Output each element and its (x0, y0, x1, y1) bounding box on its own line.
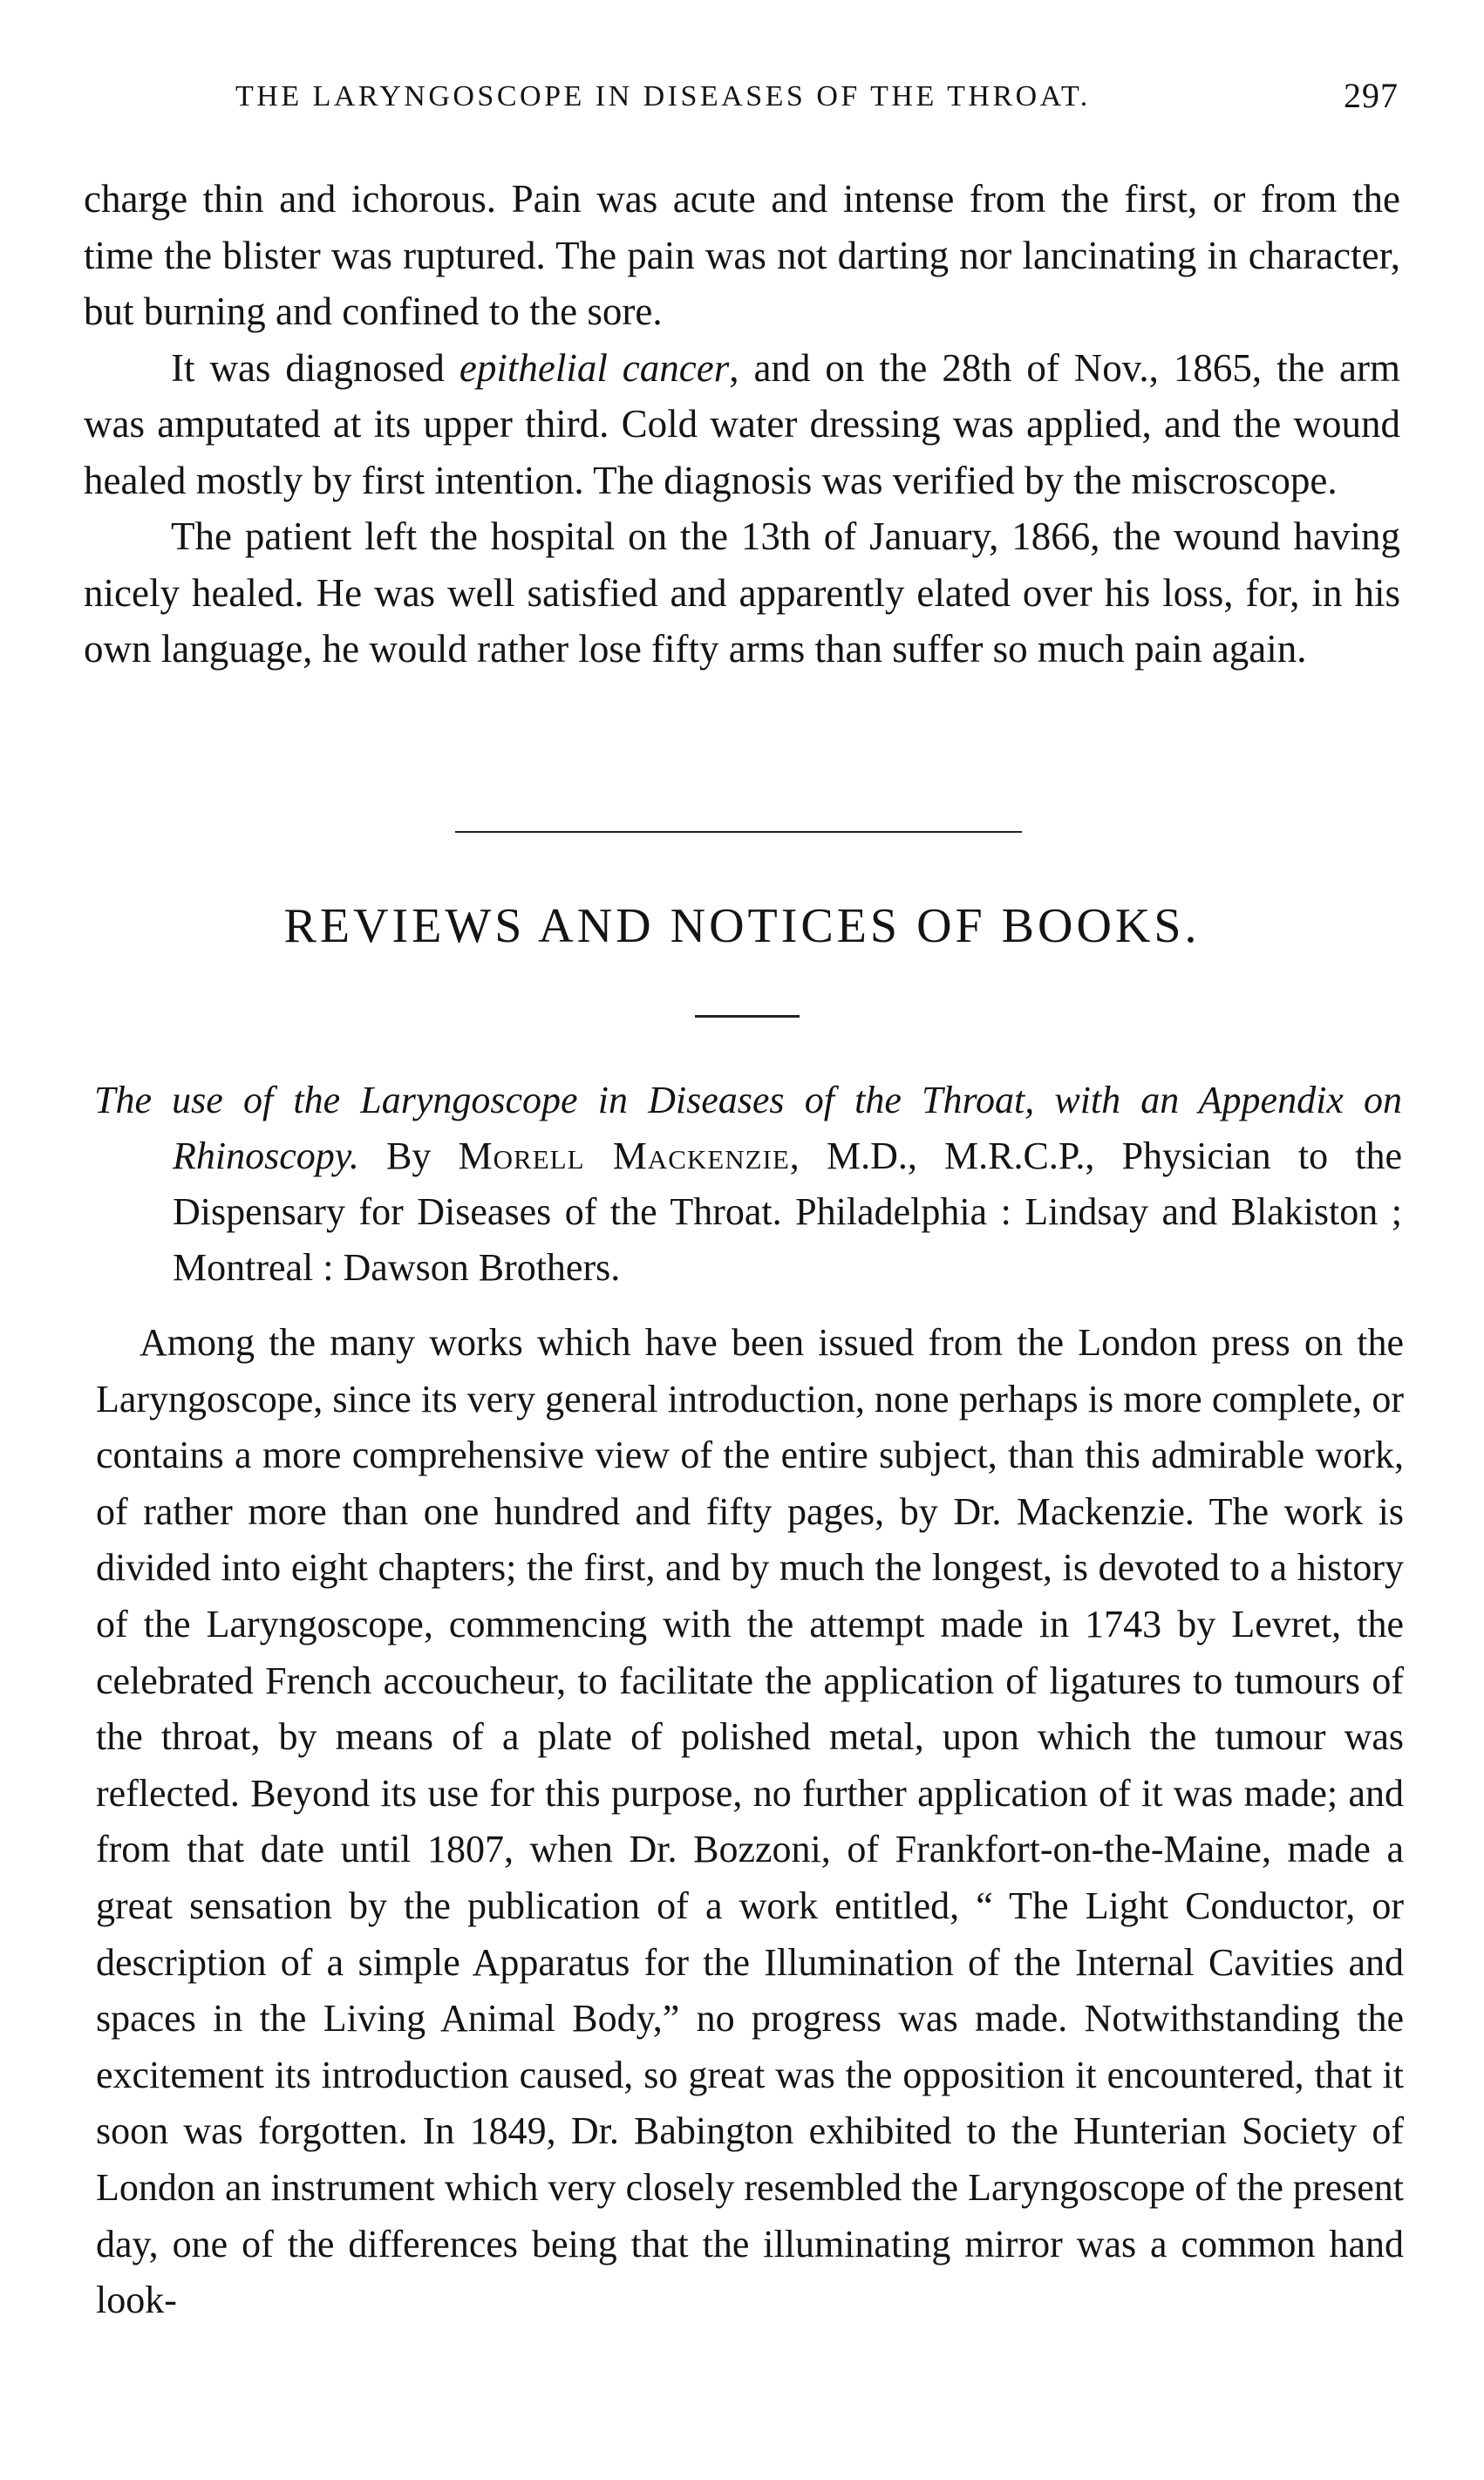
page-number: 297 (1344, 76, 1399, 115)
case-paragraph-1: charge thin and ichorous. Pain was acute and intense from the first, or from the time the blister was ruptured. The pain was not darting nor lancinating in character, but burning and confined to the sore. (84, 177, 1400, 333)
diagnosis-term: epithelial cancer (459, 345, 730, 390)
book-author: Morell Mackenzie (458, 1134, 790, 1177)
running-head: THE LARYNGOSCOPE IN DISEASES OF THE THROAT. (235, 80, 1091, 112)
case-paragraph-3: The patient left the hospital on the 13th of January, 1866, the wound having nicely healed. He was well satisfied and apparently elated over his loss, for, in his own language, he would rather lose fifty arms than suffer so much pain again. (84, 514, 1400, 671)
title-short-rule (695, 1015, 800, 1018)
review-paragraph-1: Among the many works which have been issued from the London press on the Laryngoscope, since its very general introduction, none perhaps is more complete, or contains a more comprehensive view of the entire subject, than this admirable work, of rather more than one hundred and fifty pages, by Dr. Mackenzie. The work is divided into eight chapters; the first, and by much the longest, is devoted to a history of the Laryngoscope, commencing with the attempt made in 1743 by Levret, the celebrated French accoucheur, to facilitate the application of ligatures to tumours of the throat, by means of a plate of polished metal, upon which the tumour was reflected. Beyond its use for this purpose, no further application of it was made; and from that date until 1807, when Dr. Bozzoni, of Frankfort-on-the-Maine, made a great sensation by the publication of a work entitled, “ The Light Conductor, or description of a simple Apparatus for the Illumination of the Internal Cavities and spaces in the Living Animal Body,” no progress was made. Notwithstanding the excitement its introduction caused, so great was the opposition it encountered, that it soon was forgotten. In 1849, Dr. Babington exhibited to the Hunterian Society of London an instrument which very closely resembled the Laryngoscope of the present day, one of the differences being that the illuminating mirror was a common hand look- (96, 1321, 1404, 2322)
book-title: The use of the Laryngoscope in Diseases of the Throat, with an Appendix on Rhinoscopy. (94, 1079, 1402, 1177)
case-report (84, 171, 1400, 678)
citation-paragraph (94, 1073, 1402, 1296)
case-paragraph-2-end: , and on the 28th of Nov., 1865, the arm was amputated at its upper third. Cold water dressing was applied, and the wound healed mostly by first intention. The diagnosis was verified by the miscroscope. (84, 345, 1401, 502)
citation-by: By (358, 1134, 459, 1177)
section-divider-rule (455, 831, 1022, 833)
review-body (96, 1315, 1404, 2329)
case-paragraph-2 (84, 340, 1400, 509)
case-paragraph-2-start: It was diagnosed (171, 345, 459, 390)
section-title: REVIEWS AND NOTICES OF BOOKS. (283, 899, 1201, 953)
book-citation (94, 1073, 1402, 1296)
author-credentials: , M.D., M.R.C.P., Physician to the Dispensary for Diseases of the Throat. Philadelphia : Lindsay and Blakiston ; Montreal : Dawson Brothers. (173, 1134, 1402, 1289)
